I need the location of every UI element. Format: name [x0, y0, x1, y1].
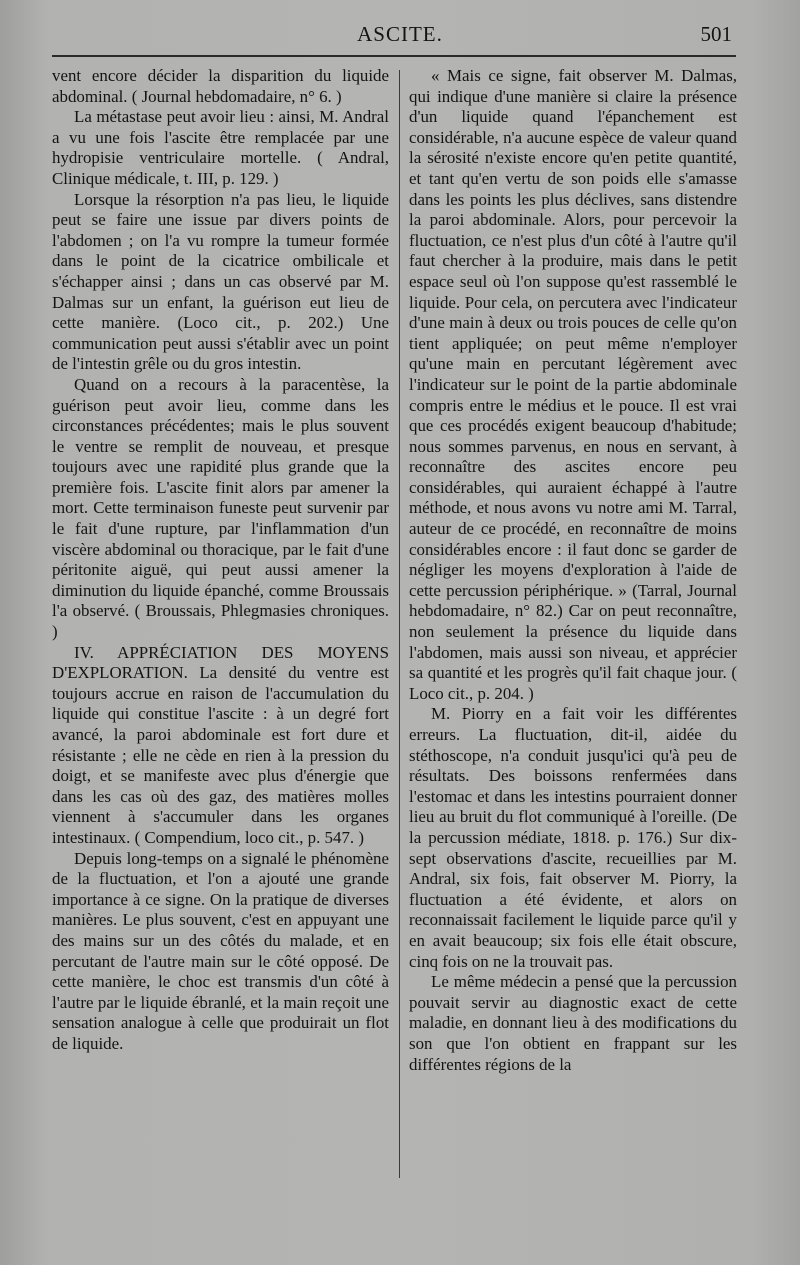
paragraph: Le même médecin a pensé que la percussion pouvait servir au diagnostic exact de cette maladie, en donnant lieu à des modifications du son que l'on obtient en frappant sur les différentes régions de la [409, 972, 737, 1074]
running-header-title: ASCITE. [357, 22, 443, 46]
paragraph: M. Piorry en a fait voir les différentes erreurs. La fluctuation, dit-il, aidée du stéthoscope, n'a conduit jusqu'ici qu'à peu de résultats. Des boissons renfermées dans l'estomac et dans les intestins pourraient donner lieu au bruit du flot communiqué à l'oreille. (De la percussion médiate, 1818. p. 176.) Sur dix-sept observations d'ascite, recueillies par M. Andral, six fois, fait observer M. Piorry, la fluctuation a été évidente, et alors on reconnaissait facilement le liquide parce qu'il y en avait beaucoup; six fois elle était obscure, cinq fois on ne la trouvait pas. [409, 704, 737, 971]
right-column [409, 66, 737, 1075]
paragraph: Quand on a recours à la paracentèse, la guérison peut avoir lieu, comme dans les circonstances précédentes; mais le plus souvent le ventre se remplit de nouveau, et presque toujours avec une rapidité plus grande que la première fois. L'ascite finit alors par amener la mort. Cette terminaison funeste peut survenir par le fait d'une rupture, par l'inflammation d'un viscère abdominal ou thoracique, par le fait d'une péritonite aiguë, qui peut aussi amener la diminution du liquide épanché, comme Broussais l'a observé. ( Broussais, Phlegmasies chroniques. ) [52, 374, 389, 642]
paragraph: Lorsque la résorption n'a pas lieu, le liquide peut se faire une issue par divers points de l'abdomen ; on l'a vu rompre la tumeur formée dans le point de la cicatrice ombilicale et s'échapper ainsi ; dans un cas observé par M. Dalmas sur un enfant, la guérison eut lieu de cette manière. (Loco cit., p. 202.) Une communication peut aussi s'établir avec un point de l'intestin grêle ou du gros intestin. [52, 189, 389, 374]
paragraph: Depuis long-temps on a signalé le phénomène de la fluctuation, et l'on a ajouté une grande importance à ce signe. On la pratique de diverses manières. Le plus souvent, c'est en appuyant une des mains sur un des côtés du malade, et en percutant de l'autre main sur le côté opposé. De cette manière, le choc est transmis d'un côté à l'autre par le liquide ébranlé, et la main reçoit une sensation analogue à celle que produirait un flot de liquide. [52, 848, 389, 1053]
paragraph: « Mais ce signe, fait observer M. Dalmas, qui indique d'une manière si claire la présence d'un liquide quand l'épanchement est considérable, n'a aucune espèce de valeur quand la sérosité n'existe encore qu'en petite quantité, et tant qu'en vertu de son poids elle s'amasse dans les points les plus déclives, sans distendre la paroi abdominale. Alors, pour percevoir la fluctuation, ce n'est plus d'un côté à l'autre qu'il faut chercher à la produire, mais dans le petit espace seul où l'on suppose qu'est rassemblé le liquide. Pour cela, on percutera avec l'indicateur d'une main à deux ou trois pouces de celle qu'on tient appliquée; on peut même n'employer qu'une main en percutant légèrement avec l'indicateur sur le point de la partie abdominale compris entre le médius et le pouce. Il est vrai que ces procédés exigent beaucoup d'habitude; nous sommes parvenus, en nous en servant, à reconnaître des ascites encore peu considérables, qui auraient échappé à l'autre méthode, et nous avons vu notre ami M. Tarral, auteur de ce procédé, en reconnaître de moins considérables encore : il faut donc se garder de négliger les moyens d'exploration à l'aide de cette percussion périphérique. » (Tarral, Journal hebdomadaire, n° 82.) Car on peut reconnaître, non seulement la présence du liquide dans l'abdomen, mais aussi son niveau, et apprécier sa quantité et les progrès qu'il fait chaque jour. ( Loco cit., p. 204. ) [409, 66, 737, 703]
left-column [52, 66, 389, 1055]
column-divider [399, 70, 400, 1178]
paragraph: La métastase peut avoir lieu : ainsi, M. Andral a vu une fois l'ascite être remplacée par une hydropisie ventriculaire mortelle. ( Andral, Clinique médicale, t. III, p. 129. ) [52, 107, 389, 188]
header-rule [52, 55, 736, 57]
section-paragraph: IV. APPRÉCIATION DES MOYENS D'EXPLORATION. La densité du ventre est toujours accrue en raison de l'accumulation du liquide qui constitue l'ascite : à un degré fort avancé, la paroi abdominale est fort dure et résistante ; elle ne cède en rien à la pression du doigt, et se manifeste avec plus d'énergie que dans les cas où des gaz, des matières molles viennent à s'accumuler dans les organes intestinaux. ( Compendium, loco cit., p. 547. ) [52, 642, 389, 847]
paragraph: vent encore décider la disparition du liquide abdominal. ( Journal hebdomadaire, n° 6. ) [52, 66, 389, 106]
page-number: 501 [700, 22, 732, 46]
